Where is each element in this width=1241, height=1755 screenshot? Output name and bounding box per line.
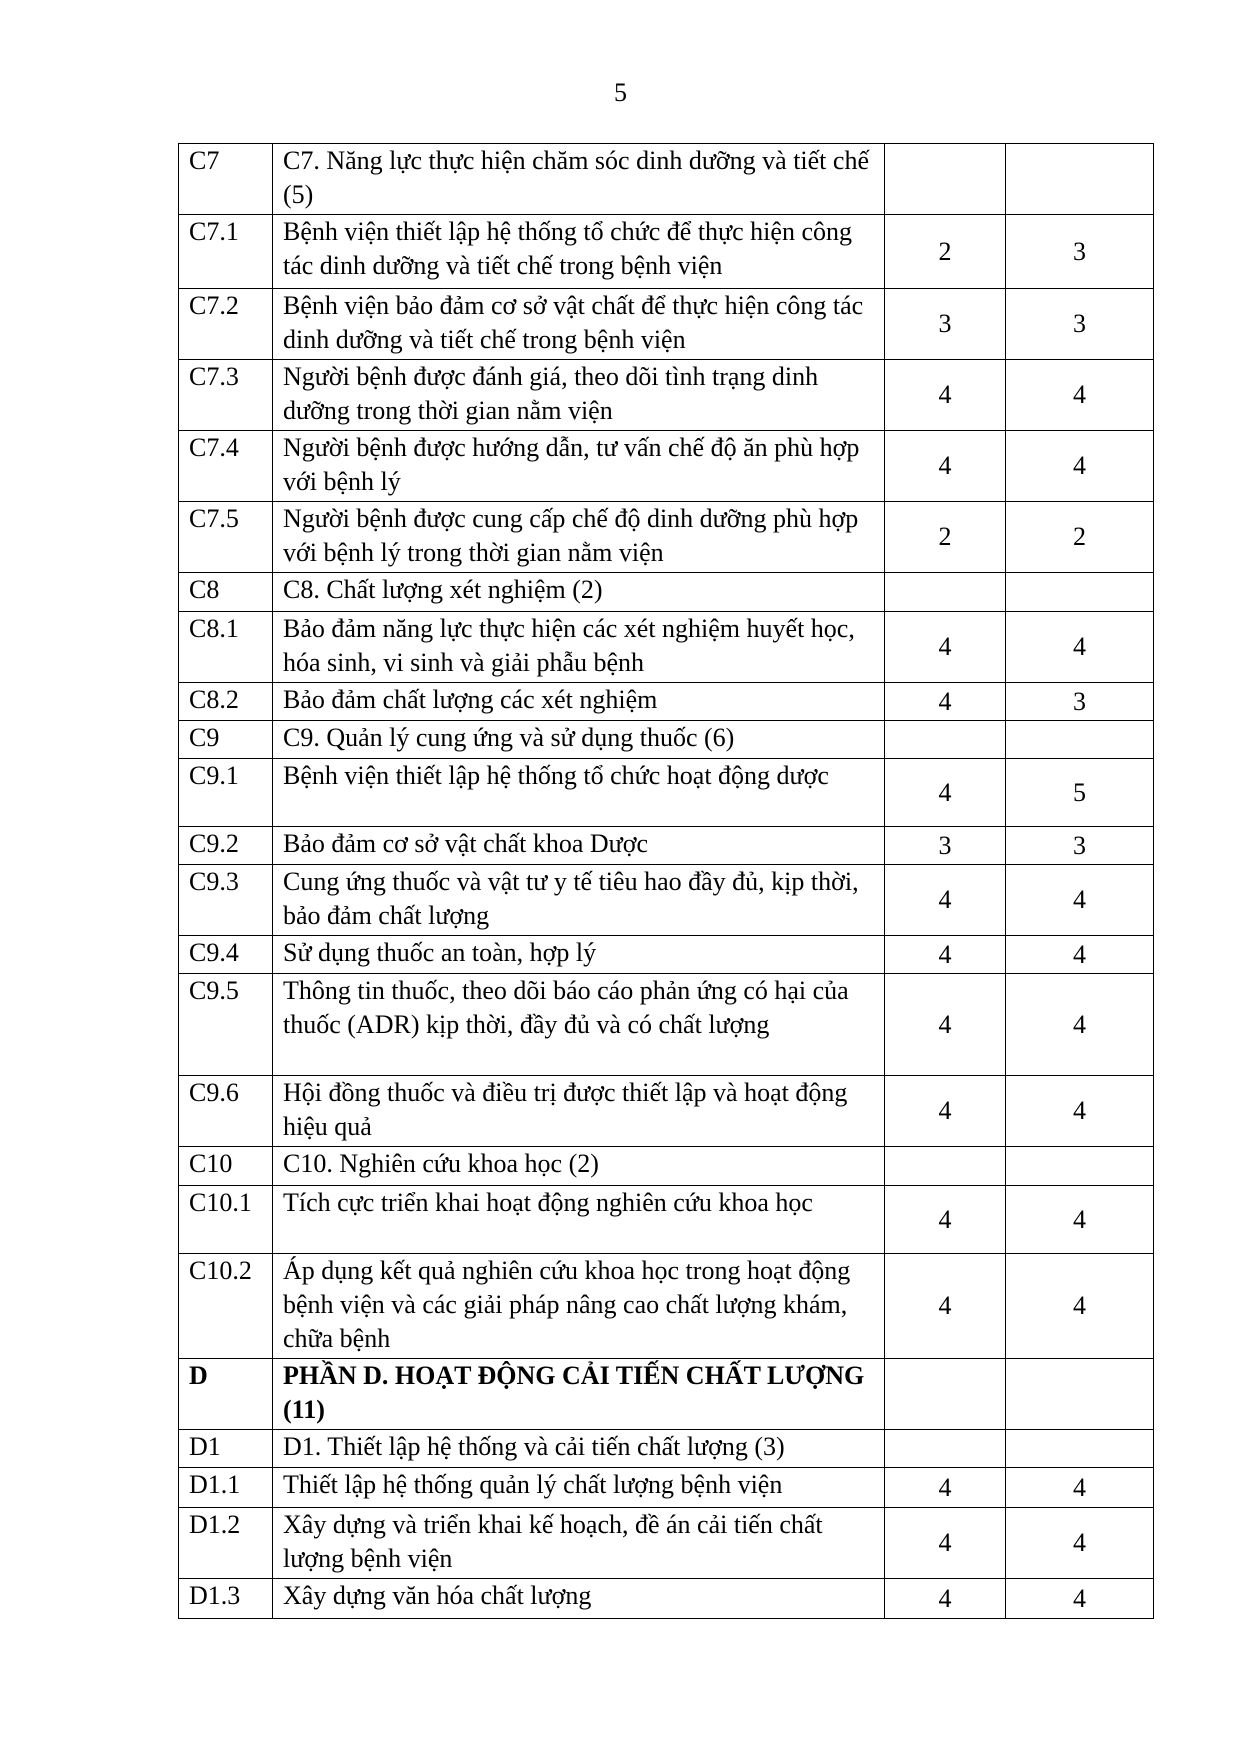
score-cell: 5 [1006,759,1154,827]
criterion-code-cell: C7.5 [179,502,273,573]
criterion-title-cell: Bảo đảm chất lượng các xét nghiệm [273,683,885,721]
criterion-title-cell: Người bệnh được cung cấp chế độ dinh dưỡng phù hợp với bệnh lý trong thời gian nằm viện [273,502,885,573]
score-cell [885,144,1006,215]
criterion-code-cell: C8 [179,573,273,612]
score-cell: 4 [1006,1186,1154,1254]
criterion-title-cell: Xây dựng và triển khai kế hoạch, đề án cải tiến chất lượng bệnh viện [273,1508,885,1579]
criterion-title-cell: C9. Quản lý cung ứng và sử dụng thuốc (6) [273,721,885,759]
criterion-code-cell: C9.5 [179,974,273,1076]
score-cell: 4 [885,936,1006,974]
score-cell [1006,1430,1154,1468]
score-cell [1006,573,1154,612]
criterion-title-cell: C10. Nghiên cứu khoa học (2) [273,1147,885,1186]
table-row [179,1579,1154,1619]
score-cell [885,1430,1006,1468]
table-row [179,612,1154,683]
criteria-table-body [179,144,1154,1619]
table-row [179,215,1154,289]
score-cell: 4 [885,1579,1006,1619]
criterion-title-cell: C7. Năng lực thực hiện chăm sóc dinh dưỡng và tiết chế (5) [273,144,885,215]
table-row [179,1186,1154,1254]
criterion-code-cell: C8.2 [179,683,273,721]
score-cell: 4 [1006,1468,1154,1508]
score-cell: 4 [1006,431,1154,502]
table-row [179,974,1154,1076]
criterion-code-cell: D1.3 [179,1579,273,1619]
score-cell: 2 [885,502,1006,573]
criterion-code-cell: C10 [179,1147,273,1186]
criterion-title-cell: PHẦN D. HOẠT ĐỘNG CẢI TIẾN CHẤT LƯỢNG (11) [273,1359,885,1430]
criterion-title-cell: Cung ứng thuốc và vật tư y tế tiêu hao đầy đủ, kịp thời, bảo đảm chất lượng [273,865,885,936]
score-cell [1006,1147,1154,1186]
score-cell: 4 [1006,612,1154,683]
score-cell [885,573,1006,612]
criterion-code-cell: C9.6 [179,1076,273,1147]
score-cell: 4 [1006,1254,1154,1359]
score-cell: 4 [885,759,1006,827]
criterion-title-cell: Người bệnh được đánh giá, theo dõi tình trạng dinh dưỡng trong thời gian nằm viện [273,360,885,431]
table-row [179,936,1154,974]
table-row [179,289,1154,360]
criterion-code-cell: D1 [179,1430,273,1468]
score-cell: 4 [885,612,1006,683]
criterion-title-cell: Bệnh viện thiết lập hệ thống tổ chức hoạt động dược [273,759,885,827]
criterion-title-cell: Áp dụng kết quả nghiên cứu khoa học trong hoạt động bệnh viện và các giải pháp nâng cao chất lượng khám, chữa bệnh [273,1254,885,1359]
criterion-code-cell: D [179,1359,273,1430]
score-cell [1006,144,1154,215]
table-row [179,431,1154,502]
criterion-code-cell: C10.2 [179,1254,273,1359]
table-row [179,1359,1154,1430]
score-cell [1006,721,1154,759]
score-cell [885,721,1006,759]
criterion-title-cell: Tích cực triển khai hoạt động nghiên cứu khoa học [273,1186,885,1254]
score-cell: 4 [885,1508,1006,1579]
table-row [179,1254,1154,1359]
criterion-code-cell: C9.1 [179,759,273,827]
criterion-code-cell: C7.3 [179,360,273,431]
table-row [179,573,1154,612]
criterion-title-cell: Sử dụng thuốc an toàn, hợp lý [273,936,885,974]
criterion-title-cell: Thiết lập hệ thống quản lý chất lượng bệnh viện [273,1468,885,1508]
criterion-title-cell: Hội đồng thuốc và điều trị được thiết lập và hoạt động hiệu quả [273,1076,885,1147]
score-cell: 3 [1006,827,1154,865]
table-row [179,1147,1154,1186]
score-cell: 4 [1006,865,1154,936]
table-row [179,827,1154,865]
score-cell: 4 [885,1076,1006,1147]
criterion-code-cell: C7.1 [179,215,273,289]
score-cell: 4 [1006,936,1154,974]
table-row [179,721,1154,759]
criterion-title-cell: C8. Chất lượng xét nghiệm (2) [273,573,885,612]
table-row [179,144,1154,215]
criterion-code-cell: C7.4 [179,431,273,502]
score-cell: 2 [1006,502,1154,573]
score-cell: 4 [885,865,1006,936]
score-cell: 4 [885,974,1006,1076]
criterion-title-cell: Bảo đảm năng lực thực hiện các xét nghiệm huyết học, hóa sinh, vi sinh và giải phẫu bệnh [273,612,885,683]
score-cell: 3 [1006,215,1154,289]
score-cell: 3 [885,827,1006,865]
score-cell: 4 [1006,974,1154,1076]
criteria-score-table [178,143,1154,1619]
criterion-code-cell: C8.1 [179,612,273,683]
score-cell: 4 [885,1254,1006,1359]
page-number: 5 [614,78,627,107]
score-cell: 3 [1006,683,1154,721]
score-cell [885,1359,1006,1430]
criterion-title-cell: Thông tin thuốc, theo dõi báo cáo phản ứng có hại của thuốc (ADR) kịp thời, đầy đủ và có chất lượng [273,974,885,1076]
criterion-title-cell: D1. Thiết lập hệ thống và cải tiến chất lượng (3) [273,1430,885,1468]
score-cell: 4 [1006,360,1154,431]
score-cell: 2 [885,215,1006,289]
criterion-code-cell: C7 [179,144,273,215]
criterion-code-cell: C10.1 [179,1186,273,1254]
score-cell [1006,1359,1154,1430]
table-row [179,865,1154,936]
criterion-title-cell: Bệnh viện thiết lập hệ thống tổ chức để thực hiện công tác dinh dưỡng và tiết chế trong bệnh viện [273,215,885,289]
score-cell: 4 [1006,1076,1154,1147]
table-row [179,1430,1154,1468]
score-cell: 4 [1006,1508,1154,1579]
score-cell: 3 [1006,289,1154,360]
table-row [179,1076,1154,1147]
score-cell: 4 [885,683,1006,721]
score-cell: 4 [1006,1579,1154,1619]
table-row [179,1508,1154,1579]
criterion-code-cell: C9.4 [179,936,273,974]
criterion-code-cell: C9.3 [179,865,273,936]
score-cell: 4 [885,431,1006,502]
criterion-title-cell: Bệnh viện bảo đảm cơ sở vật chất để thực hiện công tác dinh dưỡng và tiết chế trong bệnh viện [273,289,885,360]
table-row [179,502,1154,573]
score-cell: 4 [885,1468,1006,1508]
table-row [179,360,1154,431]
table-row [179,683,1154,721]
criterion-title-cell: Xây dựng văn hóa chất lượng [273,1579,885,1619]
score-cell [885,1147,1006,1186]
criterion-code-cell: D1.1 [179,1468,273,1508]
table-row [179,759,1154,827]
criterion-title-cell: Người bệnh được hướng dẫn, tư vấn chế độ ăn phù hợp với bệnh lý [273,431,885,502]
criterion-code-cell: C7.2 [179,289,273,360]
criterion-code-cell: C9 [179,721,273,759]
table-row [179,1468,1154,1508]
score-cell: 4 [885,360,1006,431]
criterion-code-cell: C9.2 [179,827,273,865]
criterion-code-cell: D1.2 [179,1508,273,1579]
score-cell: 3 [885,289,1006,360]
criterion-title-cell: Bảo đảm cơ sở vật chất khoa Dược [273,827,885,865]
score-cell: 4 [885,1186,1006,1254]
